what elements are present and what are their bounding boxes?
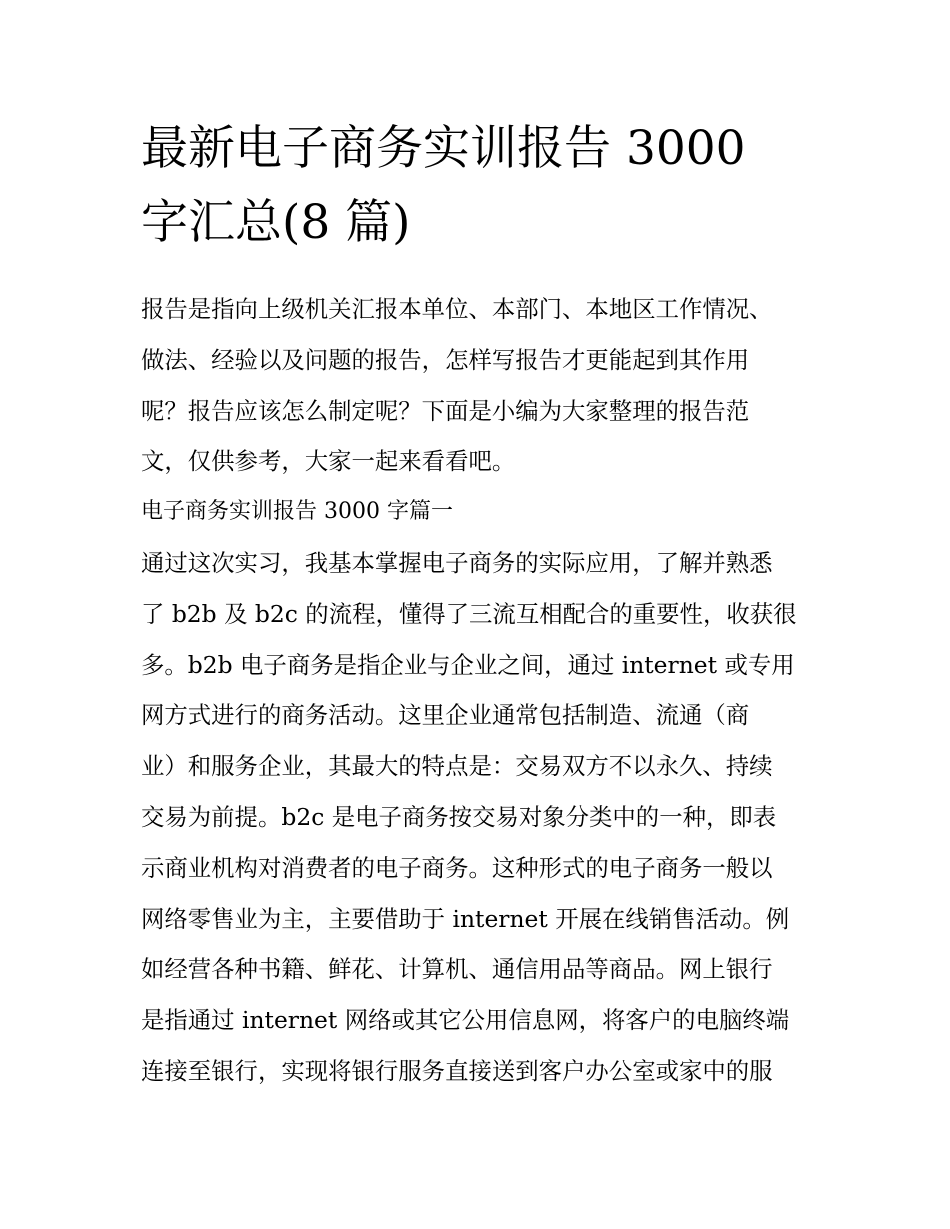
- document-page: [141, 112, 813, 1097]
- intro-line: 文，仅供参考，大家一起来看看吧。: [141, 447, 516, 476]
- body-line: 是指通过 internet 网络或其它公用信息网，将客户的电脑终端: [141, 1006, 790, 1035]
- title-line: 最新电子商务实训报告 3000: [141, 121, 746, 176]
- body-line: 业）和服务企业，其最大的特点是：交易双方不以永久、持续: [141, 752, 773, 781]
- intro-line: 报告是指向上级机关汇报本单位、本部门、本地区工作情况、: [141, 295, 773, 323]
- body-line: 多。b2b 电子商务是指企业与企业之间，通过 internet 或专用: [141, 650, 795, 679]
- body-line: 示商业机构对消费者的电子商务。这种形式的电子商务一般以: [141, 853, 773, 882]
- body-line: 连接至银行，实现将银行服务直接送到客户办公室或家中的服: [141, 1056, 773, 1085]
- body-line: 通过这次实习，我基本掌握电子商务的实际应用，了解并熟悉: [141, 548, 773, 577]
- body-line: 了 b2b 及 b2c 的流程，懂得了三流互相配合的重要性，收获很: [141, 599, 797, 628]
- body-paragraph: [141, 538, 813, 1097]
- body-line: 网络零售业为主，主要借助于 internet 开展在线销售活动。例: [141, 904, 790, 933]
- document-title: [141, 112, 813, 260]
- body-line: 网方式进行的商务活动。这里企业通常包括制造、流通（商: [141, 701, 750, 730]
- section-heading: 电子商务实训报告 3000 字篇一: [141, 499, 453, 525]
- intro-line: 做法、经验以及问题的报告，怎样写报告才更能起到其作用: [141, 345, 750, 374]
- body-line: 交易为前提。b2c 是电子商务按交易对象分类中的一种，即表: [141, 802, 777, 831]
- title-line: 字汇总(8 篇): [141, 195, 411, 250]
- intro-line: 呢？报告应该怎么制定呢？下面是小编为大家整理的报告范: [141, 396, 750, 425]
- intro-paragraph: [141, 284, 813, 487]
- body-line: 如经营各种书籍、鲜花、计算机、通信用品等商品。网上银行: [141, 955, 773, 984]
